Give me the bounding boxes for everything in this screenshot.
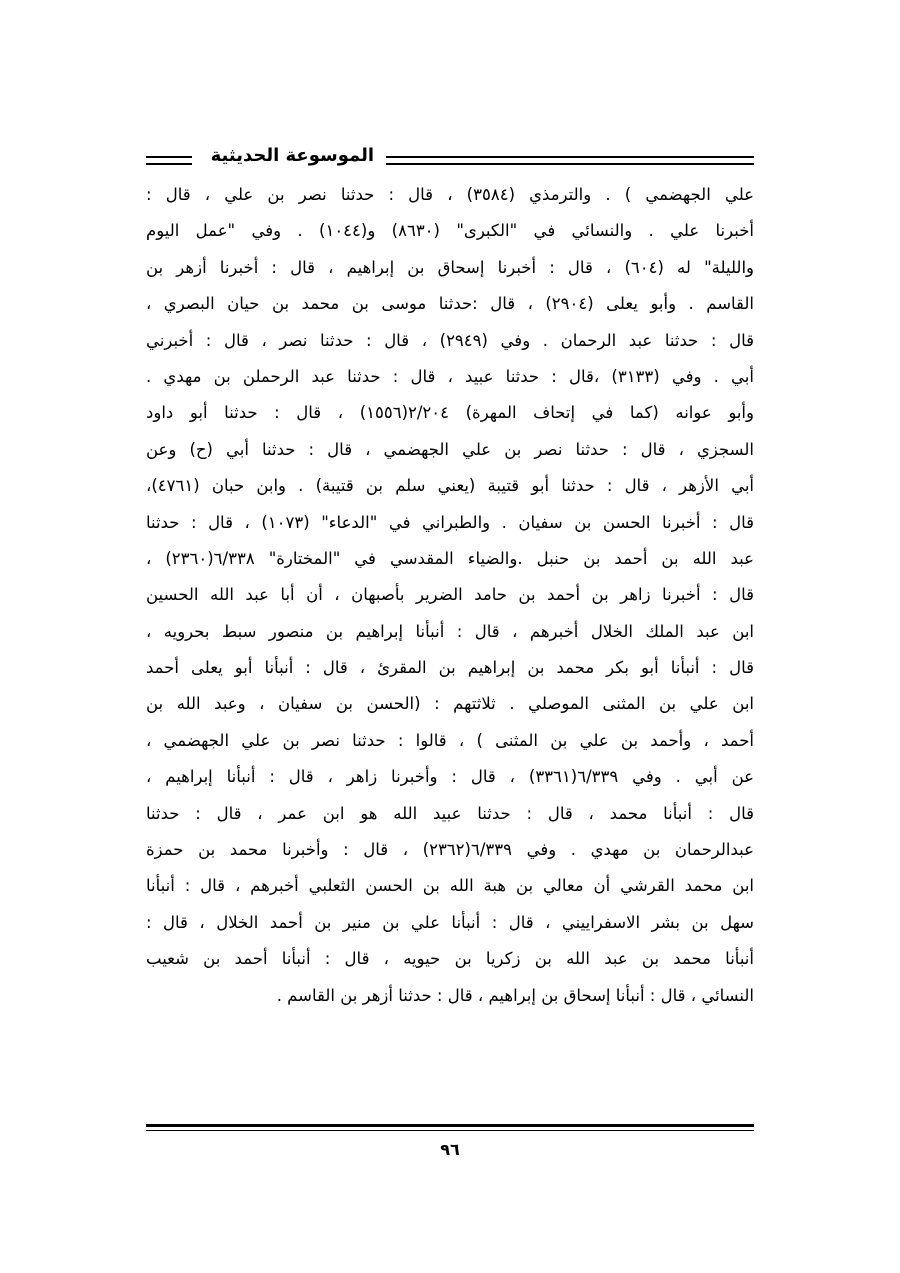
text-line: علي الجهضمي ) . والترمذي (٣٥٨٤) ، قال : حدثنا نصر بن علي ، قال : bbox=[146, 185, 754, 204]
text-line: عبدالرحمان بن مهدي . وفي ٦/٣٣٩(٢٣٦٢) ، قال : وأخبرنا محمد بن حمزة bbox=[146, 840, 754, 860]
text-line: والليلة" له (٦٠٤) ، قال : أخبرنا إسحاق بن إبراهيم ، قال : أخبرنا أزهر بن bbox=[146, 257, 754, 277]
text-line: أخبرنا علي . والنسائي في "الكبرى" (٨٦٣٠) و(١٠٤٤) . وفي "عمل اليوم bbox=[146, 221, 754, 241]
text-line: ابن محمد القرشي أن معالي بن هبة الله بن الحسن الثعلبي أخبرهم ، قال : أنبأنا bbox=[146, 876, 754, 896]
page-number: ٩٦ bbox=[440, 1140, 460, 1159]
header-rule-right bbox=[386, 156, 754, 165]
text-line: عبد الله بن أحمد بن حنبل .والضياء المقدسي في "المختارة" ٦/٣٣٨(٢٣٦٠) ، bbox=[146, 548, 754, 568]
text-line: قال : أخبرنا زاهر بن أحمد بن حامد الضرير بأصبهان ، أن أبا عبد الله الحسين bbox=[146, 585, 754, 605]
running-title: الموسوعة الحديثية bbox=[210, 145, 374, 166]
footer-rule-thin bbox=[146, 1130, 754, 1131]
text-line: القاسم . وأبو يعلى (٢٩٠٤) ، قال :حدثنا موسى بن محمد بن حيان البصري ، bbox=[146, 294, 755, 314]
text-line: السجزي ، قال : حدثنا نصر بن علي الجهضمي ، قال : حدثنا أبي (ح) وعن bbox=[146, 439, 754, 459]
text-line: وأبو عوانه (كما في إتحاف المهرة) ٢/٢٠٤(١٥٥٦) ، قال : حدثنا أبو داود bbox=[146, 403, 754, 423]
page-header bbox=[146, 143, 754, 173]
text-line: قال : أخبرنا الحسن بن سفيان . والطبراني في "الدعاء" (١٠٧٣) ، قال : حدثنا bbox=[146, 512, 754, 532]
text-line: قال : أنبأنا محمد ، قال : حدثنا عبيد الله هو ابن عمر ، قال : حدثنا bbox=[146, 803, 754, 823]
text-line: ابن علي بن المثنى الموصلي . ثلاثتهم : (الحسن بن سفيان ، وعبد الله بن bbox=[146, 694, 754, 714]
footer-rule-thick bbox=[146, 1124, 754, 1127]
text-line: سهل بن بشر الاسفراييني ، قال : أنبأنا علي بن منير بن أحمد الخلال ، قال : bbox=[146, 912, 754, 932]
header-rule-left bbox=[146, 156, 192, 165]
text-line: النسائي ، قال : أنبأنا إسحاق بن إبراهيم ، قال : حدثنا أزهر بن القاسم . bbox=[276, 985, 754, 1005]
text-line: أنبأنا محمد بن عبد الله بن زكريا بن حيويه ، قال : أنبأنا أحمد بن شعيب bbox=[146, 949, 754, 969]
text-line: أحمد ، وأحمد بن علي بن المثنى ) ، قالوا : حدثنا نصر بن علي الجهضمي ، bbox=[146, 730, 754, 750]
text-line: قال : حدثنا عبد الرحمان . وفي (٢٩٤٩) ، قال : حدثنا نصر ، قال : أخبرني bbox=[146, 330, 754, 350]
main-text bbox=[146, 177, 754, 1014]
text-line: أبي الأزهر ، قال : حدثنا أبو قتيبة (يعني سلم بن قتيبة) . وابن حبان (٤٧٦١)، bbox=[146, 476, 754, 496]
text-line: قال : أنبأنا أبو بكر محمد بن إبراهيم بن المقرئ ، قال : أنبأنا أبو يعلى أحمد bbox=[146, 658, 754, 678]
text-line: ابن عبد الملك الخلال أخبرهم ، قال : أنبأنا إبراهيم بن منصور سبط بحرويه ، bbox=[146, 621, 754, 641]
text-line: عن أبي . وفي ٦/٣٣٩(٣٣٦١) ، قال : وأخبرنا زاهر ، قال : أنبأنا إبراهيم ، bbox=[146, 767, 754, 787]
text-line: أبي . وفي (٣١٣٣) ،قال : حدثنا عبيد ، قال : حدثنا عبد الرحملن بن مهدي . bbox=[146, 366, 754, 386]
